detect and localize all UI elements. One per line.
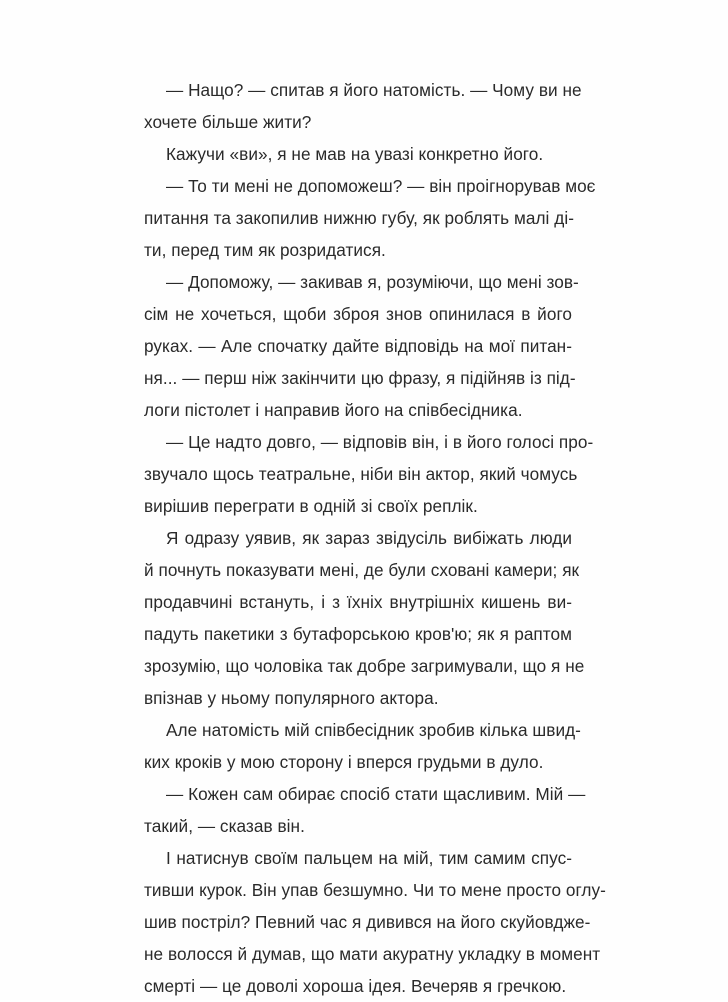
page-text	[144, 74, 606, 1002]
text-line: впізнав у ньому популярного актора.	[144, 688, 439, 708]
text-line: Я одразу уявив, як зараз звідусіль вибіжать люди	[166, 528, 572, 548]
text-line: ня... — перш ніж закінчити цю фразу, я підійняв із під-	[144, 368, 576, 388]
text-line: звучало щось театральне, ніби він актор, який чомусь	[144, 464, 578, 484]
text-line: ких кроків у мою сторону і вперся грудьми в дуло.	[144, 752, 544, 772]
text-line: тивши курок. Він упав безшумно. Чи то мене просто оглу-	[144, 880, 606, 900]
text-line: продавчині встануть, і з їхніх внутрішніх кишень ви-	[144, 592, 572, 612]
text-line: зрозумію, що чоловіка так добре загримували, що я не	[144, 656, 585, 676]
text-line: смерті — це доволі хороша ідея. Вечеряв я гречкою.	[144, 976, 567, 996]
text-line: шив постріл? Певний час я дивився на його скуйовдже-	[144, 912, 591, 932]
text-line: вирішив переграти в одній зі своїх реплік.	[144, 496, 478, 516]
text-line: сім не хочеться, щоби зброя знов опинилася в його	[144, 304, 572, 324]
text-line: такий, — сказав він.	[144, 816, 305, 836]
text-line: питання та закопилив нижню губу, як роблять малі ді-	[144, 208, 574, 228]
text-line: Але натомість мій співбесідник зробив кілька швид-	[166, 720, 581, 740]
text-line: Кажучи «ви», я не мав на увазі конкретно його.	[166, 144, 544, 164]
text-line: — Кожен сам обирає спосіб стати щасливим. Мій —	[166, 784, 586, 804]
text-line: падуть пакетики з бутафорською кров'ю; як я раптом	[144, 624, 572, 644]
text-line: І натиснув своїм пальцем на мій, тим самим спус-	[166, 848, 572, 868]
text-line: хочете більше жити?	[144, 112, 312, 132]
text-line: — То ти мені не допоможеш? — він проігнорував моє	[166, 176, 596, 196]
text-line: — Допоможу, — закивав я, розуміючи, що мені зов-	[166, 272, 579, 292]
text-line: — Нащо? — спитав я його натомість. — Чому ви не	[166, 80, 582, 100]
text-line: руках. — Але спочатку дайте відповідь на мої питан-	[144, 336, 572, 356]
text-line: й почнуть показувати мені, де були сховані камери; як	[144, 560, 580, 580]
text-line: ти, перед тим як розридатися.	[144, 240, 386, 260]
text-line: — Це надто довго, — відповів він, і в його голосі про-	[166, 432, 594, 452]
text-line: логи пістолет і направив його на співбесідника.	[144, 400, 523, 420]
text-line: не волосся й думав, що мати акуратну укладку в момент	[144, 944, 601, 964]
